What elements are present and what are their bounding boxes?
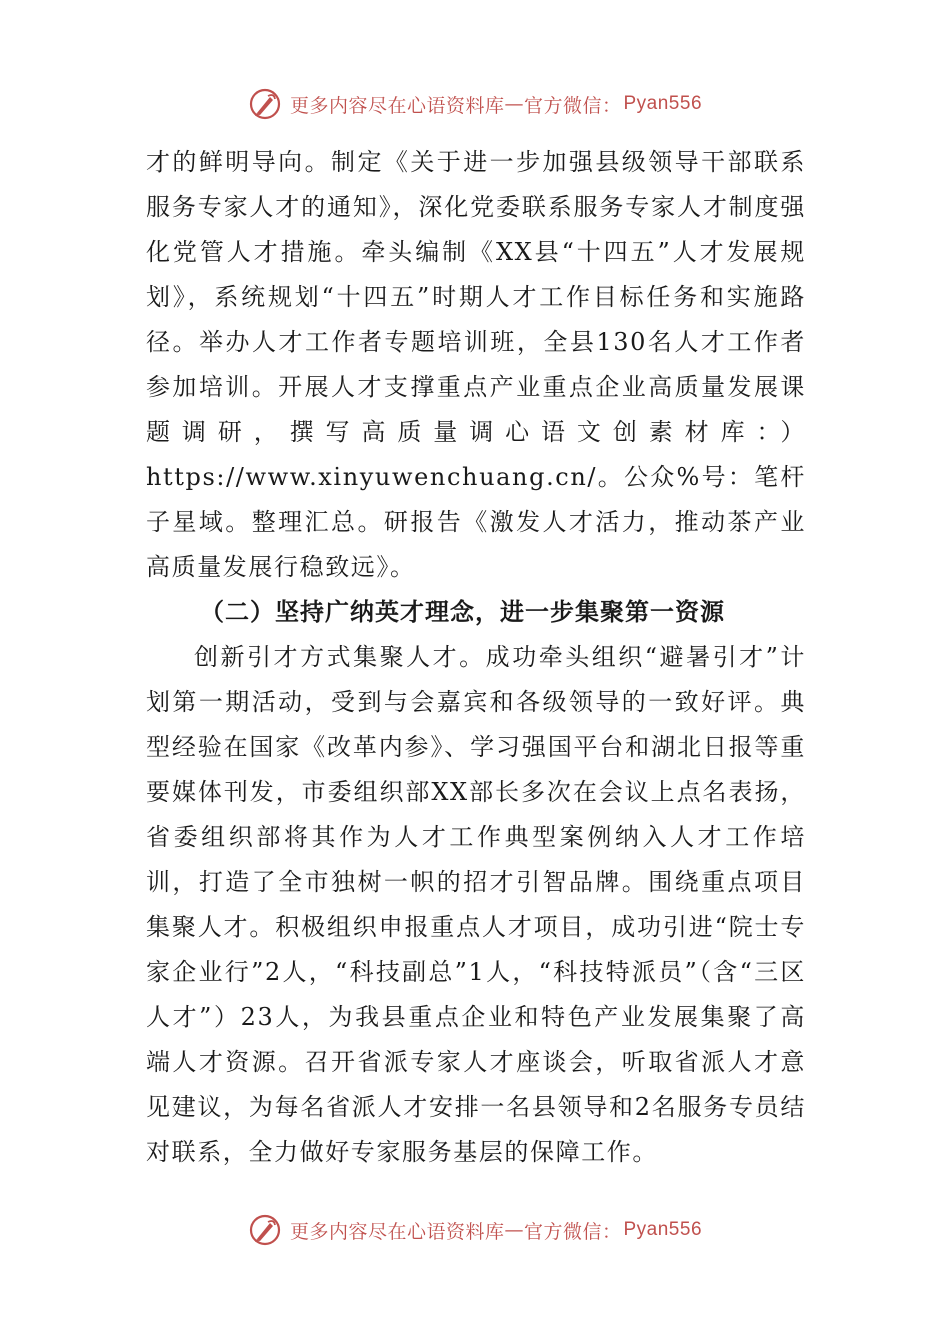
banner-wechat-id: Pyan556 bbox=[623, 1219, 703, 1240]
document-body bbox=[146, 140, 806, 1175]
paragraph: 创新引才方式集聚人才。成功牵头组织“避暑引才”计划第一期活动，受到与会嘉宾和各级领导的一致好评。典型经验在国家《改革内参》、学习强国平台和湖北日报等重要媒体刊发，市委组织部XX部长多次在会议上点名表扬，省委组织部将其作为人才工作典型案例纳入人才工作培训，打造了全市独树一帜的招才引智品牌。围绕重点项目集聚人才。积极组织申报重点人才项目，成功引进“院士专家企业行”2人，“科技副总”1人，“科技特派员”（含“三区人才”）23人，为我县重点企业和特色产业发展集聚了高端人才资源。召开省派专家人才座谈会，听取省派人才意见建议，为每名省派人才安排一名县领导和2名服务专员结对联系，全力做好专家服务基层的保障工作。 bbox=[146, 643, 806, 1166]
banner-separator: — bbox=[504, 93, 524, 115]
pen-nib-logo-icon bbox=[248, 87, 282, 121]
pen-nib-logo-icon bbox=[248, 1213, 282, 1247]
banner-wechat-label: 官方微信： bbox=[523, 1220, 622, 1243]
banner-separator: — bbox=[504, 1219, 524, 1241]
banner-main-text: 更多内容尽在心语资料库 bbox=[289, 94, 505, 117]
banner-main-text: 更多内容尽在心语资料库 bbox=[289, 1220, 505, 1243]
section-heading: （二）坚持广纳英才理念，进一步集聚第一资源 bbox=[200, 598, 725, 626]
footer-banner bbox=[0, 1210, 950, 1250]
paragraph-continued: 才的鲜明导向。制定《关于进一步加强县级领导干部联系服务专家人才的通知》，深化党委联系服务专家人才制度强化党管人才措施。牵头编制《XX县“十四五”人才发展规划》，系统规划“十四五”时期人才工作目标任务和实施路径。举办人才工作者专题培训班，全县130名人才工作者参加培训。开展人才支撑重点产业重点企业高质量发展课题调研，撰写高质量调心语文创素材库：）https://www.xinyuwenchuang.cn/。公众%号：笔杆子星域。整理汇总。研报告《激发人才活力，推动茶产业高质量发展行稳致远》。 bbox=[146, 148, 806, 581]
banner-wechat-label: 官方微信： bbox=[523, 94, 622, 117]
banner-wechat-id: Pyan556 bbox=[623, 93, 703, 114]
header-banner bbox=[0, 84, 950, 124]
